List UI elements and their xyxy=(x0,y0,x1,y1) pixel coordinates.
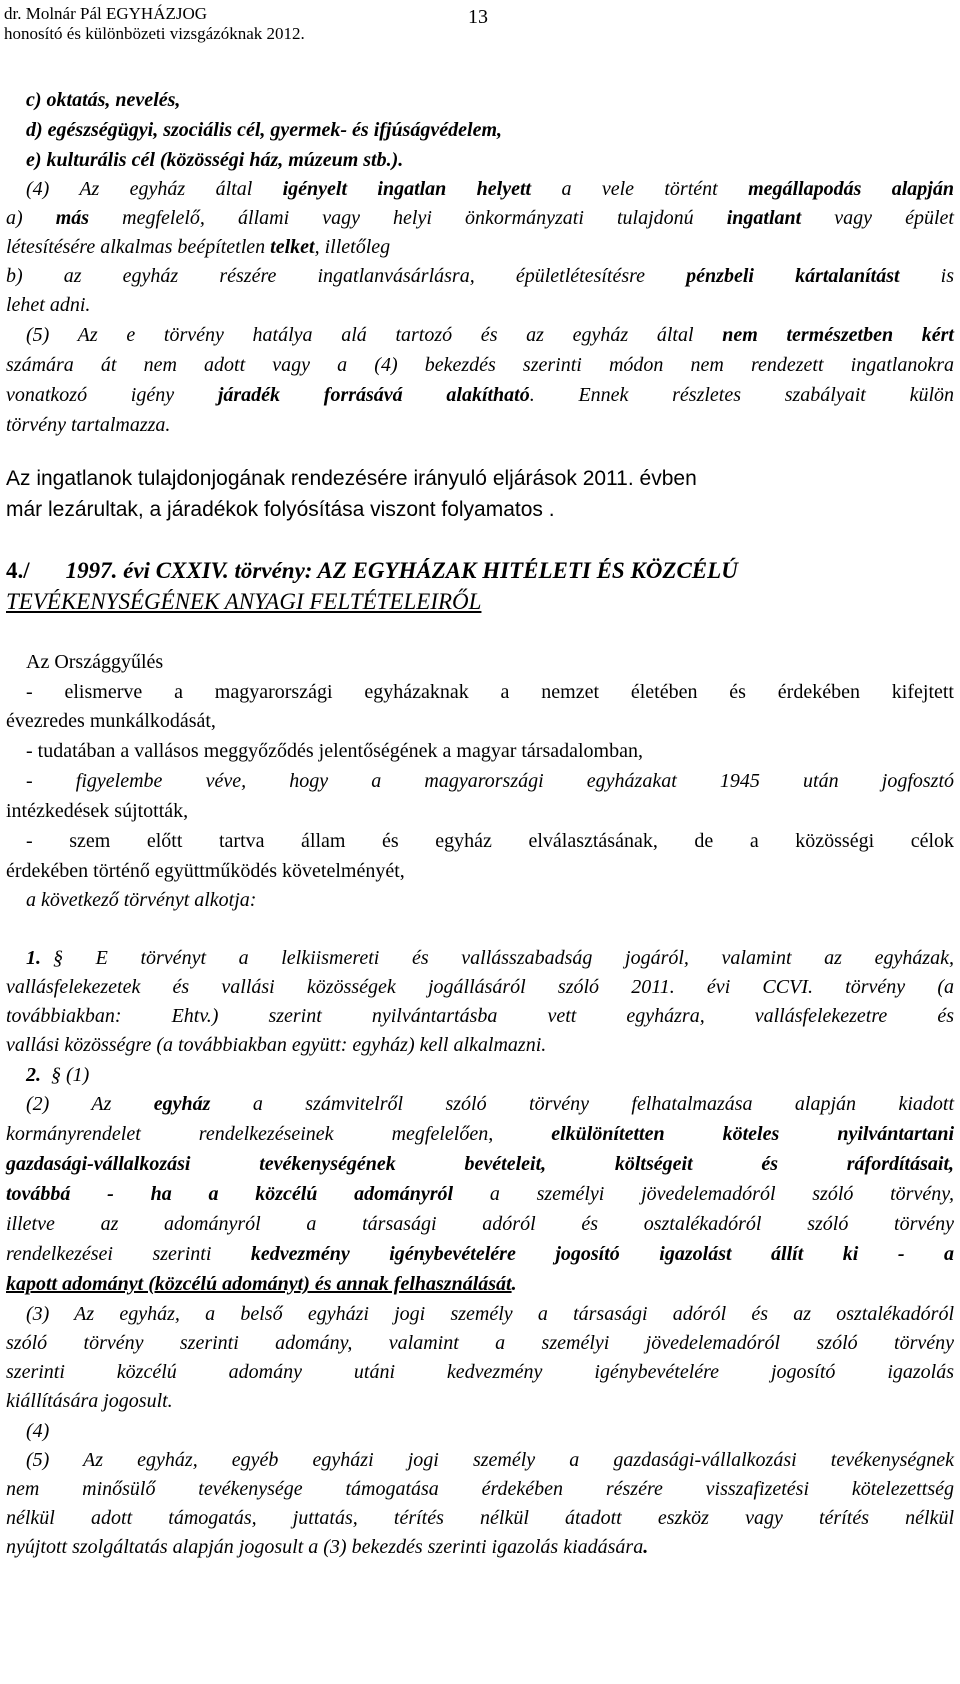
section-2-5-line-4: nyújtott szolgáltatás alapján jogosult a (3) bekezdés szerinti igazolás kiadására. xyxy=(6,1536,649,1558)
preamble-line-2: évezredes munkálkodását, xyxy=(6,710,216,732)
preamble-line-8: a következő törvényt alkotja: xyxy=(26,889,257,911)
list-item-d: d) egészségügyi, szociális cél, gyermek- és ifjúságvédelem, xyxy=(26,119,502,141)
section-1-line-3: továbbiakban: Ehtv.) szerint nyilvántartásba vett egyházra, vallásfelekezetre és xyxy=(6,1005,954,1027)
section-2-2-line-2: kormányrendelet rendelkezéseinek megfelelően, elkülönítetten köteles nyilvántartani xyxy=(6,1123,955,1145)
paragraph-5-line-3: vonatkozó igény járadék forrásává alakítható. Ennek részletes szabályait külön xyxy=(6,384,954,406)
paragraph-4-line-4: b) az egyház részére ingatlanvásárlásra, épületlétesítésre pénzbeli kártalanítást is xyxy=(6,265,955,287)
section-1-line-1: 1. § E törvényt a lelkiismereti és vallásszabadság jogáról, valamint az egyházak, xyxy=(26,947,954,969)
list-item-c: c) oktatás, nevelés, xyxy=(26,89,181,111)
section-2-heading: 2. § (1) xyxy=(26,1064,90,1086)
section-2-4: (4) xyxy=(26,1420,50,1442)
section-2-2-line-3: gazdasági-vállalkozási tevékenységének bevételeit, költségeit és ráfordításait, xyxy=(6,1153,954,1175)
preamble-title: Az Országgyűlés xyxy=(26,651,164,673)
section-2-5-line-2: nem minősülő tevékenysége támogatása érdekében részére visszafizetési kötelezettség xyxy=(6,1478,954,1500)
paragraph-5-line-4: törvény tartalmazza. xyxy=(6,414,171,436)
paragraph-5-line-1: (5) Az e törvény hatálya alá tartozó és az egyház által nem természetben kért xyxy=(26,324,954,346)
section-heading-line-2: TEVÉKENYSÉGÉNEK ANYAGI FELTÉTELEIRŐL xyxy=(6,589,482,614)
note-line-1: Az ingatlanok tulajdonjogának rendezésére irányuló eljárások 2011. évben xyxy=(6,467,697,490)
paragraph-4-line-3: létesítésére alkalmas beépítetlen telket, illetőleg xyxy=(6,236,391,258)
list-item-e: e) kulturális cél (közösségi ház, múzeum stb.). xyxy=(26,149,404,171)
section-2-2-line-4: továbbá - ha a közcélú adományról a személyi jövedelemadóról szóló törvény, xyxy=(6,1183,954,1205)
section-2-2-line-1: (2) Az egyház a számvitelről szóló törvény felhatalmazása alapján kiadott xyxy=(26,1093,955,1115)
note-line-2: már lezárultak, a járadékok folyósítása viszont folyamatos . xyxy=(6,498,555,521)
section-2-2-line-5: illetve az adományról a társasági adóról és osztalékadóról szóló törvény xyxy=(6,1213,954,1235)
paragraph-5-line-2: számára át nem adott vagy a (4) bekezdés szerinti módon nem rendezett ingatlanokra xyxy=(6,354,954,376)
preamble-line-1: - elismerve a magyarországi egyházaknak a nemzet életében és érdekében kifejtett xyxy=(26,681,954,703)
section-1-line-2: vallásfelekezetek és vallási közösségek jogállásáról szóló 2011. évi CCVI. törvény (a xyxy=(6,976,954,998)
preamble-line-4: - figyelembe véve, hogy a magyarországi egyházakat 1945 után jogfosztó xyxy=(26,770,954,792)
paragraph-4-line-1: (4) Az egyház által igényelt ingatlan helyett a vele történt megállapodás alapján xyxy=(26,178,954,200)
paragraph-4-line-5: lehet adni. xyxy=(6,294,91,316)
header-author: dr. Molnár Pál EGYHÁZJOG xyxy=(4,4,208,23)
section-2-3-line-4: kiállítására jogosult. xyxy=(6,1390,173,1412)
preamble-line-7: érdekében történő együttműködés követelményét, xyxy=(6,860,405,882)
section-1-line-4: vallási közösségre (a továbbiakban együtt: egyház) kell alkalmazni. xyxy=(6,1034,547,1056)
section-2-3-line-2: szóló törvény szerinti adomány, valamint a személyi jövedelemadóról szóló törvény xyxy=(6,1332,954,1354)
section-2-2-line-7: kapott adományt (közcélú adományt) és annak felhasználását. xyxy=(6,1273,517,1295)
section-2-5-line-1: (5) Az egyház, egyéb egyházi jogi személy a gazdasági-vállalkozási tevékenységnek xyxy=(26,1449,954,1471)
section-2-3-line-3: szerinti közcélú adomány utáni kedvezmény igénybevételére jogosító igazolás xyxy=(6,1361,954,1383)
paragraph-4-line-2: a) más megfelelő, állami vagy helyi önkormányzati tulajdonú ingatlant vagy épület xyxy=(6,207,954,229)
page-number: 13 xyxy=(468,6,488,28)
preamble-line-3: - tudatában a vallásos meggyőződés jelentőségének a magyar társadalomban, xyxy=(26,740,643,762)
header-subtitle: honosító és különbözeti vizsgázóknak 2012. xyxy=(4,24,305,43)
section-2-2-line-6: rendelkezései szerinti kedvezmény igénybevételére jogosító igazolást állít ki - a xyxy=(6,1243,954,1265)
section-2-5-line-3: nélkül adott támogatás, juttatás, térítés nélkül átadott eszköz vagy térítés nélkül xyxy=(6,1507,954,1529)
preamble-line-6: - szem előtt tartva állam és egyház elválasztásának, de a közösségi célok xyxy=(26,830,954,852)
section-2-3-line-1: (3) Az egyház, a belső egyházi jogi személy a társasági adóról és az osztalékadóról xyxy=(26,1303,954,1325)
section-heading-line-1: 4./ 1997. évi CXXIV. törvény: AZ EGYHÁZAK HITÉLETI ÉS KÖZCÉLÚ xyxy=(6,558,738,583)
preamble-line-5: intézkedések sújtották, xyxy=(6,800,189,822)
